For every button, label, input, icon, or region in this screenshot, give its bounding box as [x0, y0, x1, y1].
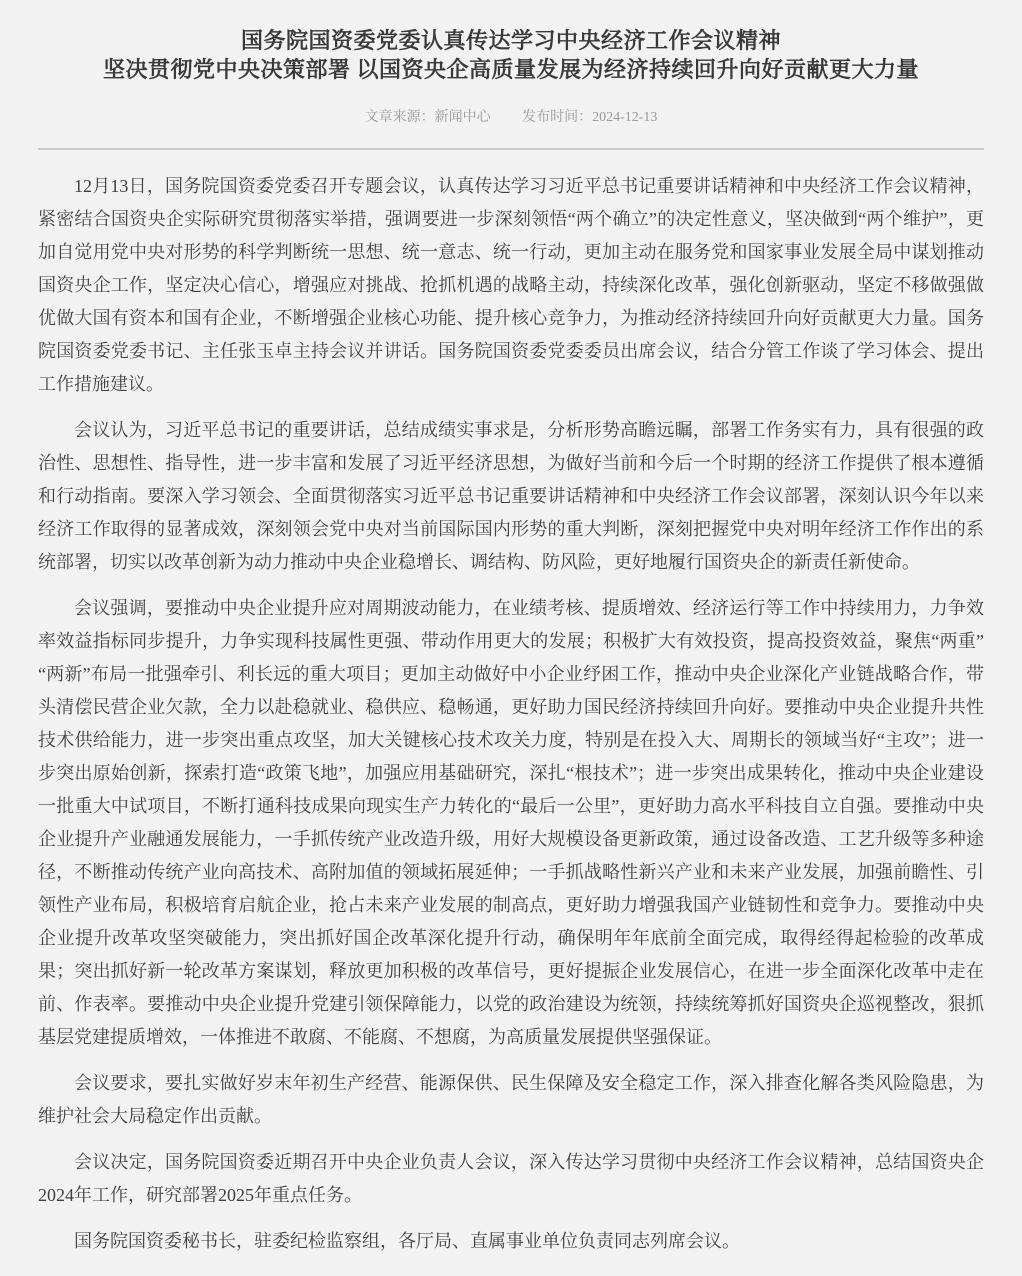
article-paragraph: 会议认为，习近平总书记的重要讲话，总结成绩实事求是，分析形势高瞻远瞩，部署工作务实有力，具有很强的政治性、思想性、指导性，进一步丰富和发展了习近平经济思想，为做好当前和今后一个时期的经济工作提供了根本遵循和行动指南。要深入学习领会、全面贯彻落实习近平总书记重要讲话精神和中央经济工作会议部署，深刻认识今年以来经济工作取得的显著成效，深刻领会党中央对当前国际国内形势的重大判断，深刻把握党中央对明年经济工作作出的系统部署，切实以改革创新为动力推动中央企业稳增长、调结构、防风险，更好地履行国资央企的新责任新使命。 — [38, 420, 984, 572]
article-paragraph: 会议决定，国务院国资委近期召开中央企业负责人会议，深入传达学习贯彻中央经济工作会议精神，总结国资央企2024年工作，研究部署2025年重点任务。 — [38, 1152, 984, 1205]
article-meta — [0, 106, 1022, 126]
article-publish-label: 发布时间： — [522, 110, 593, 125]
article-title-line1: 国务院国资委党委认真传达学习中央经济工作会议精神 — [240, 28, 781, 53]
article-paragraph: 12月13日，国务院国资委党委召开专题会议，认真传达学习习近平总书记重要讲话精神和中央经济工作会议精神，紧密结合国资央企实际研究贯彻落实举措，强调要进一步深刻领悟“两个确立”的决定性意义，坚决做到“两个维护”，更加自觉用党中央对形势的科学判断统一思想、统一意志、统一行动，更加主动在服务党和国家事业发展全局中谋划推动国资央企工作，坚定决心信心，增强应对挑战、抢抓机遇的战略主动，持续深化改革，强化创新驱动，坚定不移做强做优做大国有资本和国有企业，不断增强企业核心功能、提升核心竞争力，为推动经济持续回升向好贡献更大力量。国务院国资委党委书记、主任张玉卓主持会议并讲话。国务院国资委党委委员出席会议，结合分管工作谈了学习体会、提出工作措施建议。 — [38, 176, 984, 394]
article-paragraph: 会议强调，要推动中央企业提升应对周期波动能力，在业绩考核、提质增效、经济运行等工作中持续用力，力争效率效益指标同步提升，力争实现科技属性更强、带动作用更大的发展；积极扩大有效投资，提高投资效益，聚焦“两重”“两新”布局一批强牵引、利长远的重大项目；更加主动做好中小企业纾困工作，推动中央企业深化产业链战略合作，带头清偿民营企业欠款，全力以赴稳就业、稳供应、稳畅通，更好助力国民经济持续回升向好。要推动中央企业提升共性技术供给能力，进一步突出重点攻坚，加大关键核心技术攻关力度，特别是在投入大、周期长的领域当好“主攻”；进一步突出原始创新，探索打造“政策飞地”，加强应用基础研究，深扎“根技术”；进一步突出成果转化，推动中央企业建设一批重大中试项目，不断打通科技成果向现实生产力转化的“最后一公里”，更好助力高水平科技自立自强。要推动中央企业提升产业融通发展能力，一手抓传统产业改造升级，用好大规模设备更新政策，通过设备改造、工艺升级等多种途径，不断推动传统产业向高技术、高附加值的领域拓展延伸；一手抓战略性新兴产业和未来产业发展，加强前瞻性、引领性产业布局，积极培育启航企业，抢占未来产业发展的制高点，更好助力增强我国产业链韧性和竞争力。要推动中央企业提升改革攻坚突破能力，突出抓好国企改革深化提升行动，确保明年年底前全面完成，取得经得起检验的改革成果；突出抓好新一轮改革方案谋划，释放更加积极的改革信号，更好提振企业发展信心，在进一步全面深化改革中走在前、作表率。要推动中央企业提升党建引领保障能力，以党的政治建设为统领，持续统筹抓好国资央企巡视整改，狠抓基层党建提质增效，一体推进不敢腐、不能腐、不想腐，为高质量发展提供坚强保证。 — [38, 598, 984, 1047]
article-publish-time — [522, 106, 657, 126]
article-source-label: 文章来源： — [364, 110, 435, 125]
article-source-value: 新闻中心 — [434, 110, 491, 125]
article-header — [0, 0, 1022, 126]
article-body — [38, 150, 984, 1276]
article-title — [20, 26, 1002, 84]
article-source — [365, 106, 491, 126]
article-paragraph: 国务院国资委秘书长，驻委纪检监察组，各厅局、直属事业单位负责同志列席会议。 — [74, 1231, 740, 1251]
article-paragraph: 会议要求，要扎实做好岁末年初生产经营、能源保供、民生保障及安全稳定工作，深入排查化解各类风险隐患，为维护社会大局稳定作出贡献。 — [38, 1073, 984, 1126]
article-title-line2: 坚决贯彻党中央决策部署 以国资央企高质量发展为经济持续回升向好贡献更大力量 — [102, 57, 919, 82]
article-publish-value: 2024-12-13 — [592, 110, 658, 125]
